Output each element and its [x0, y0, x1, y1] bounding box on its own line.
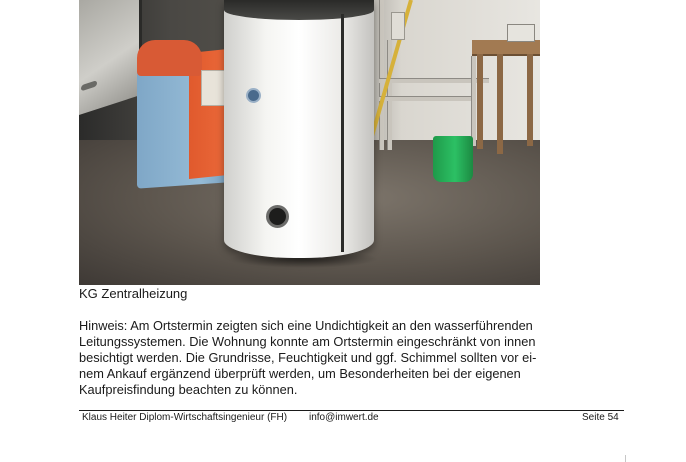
photo-pipe — [471, 56, 476, 146]
photo-tank-cap — [224, 0, 374, 20]
photo-pipe — [379, 96, 474, 101]
photo-boiler-top — [137, 40, 202, 76]
footer-email: info@imwert.de — [309, 412, 379, 423]
photo-green-bucket — [433, 136, 473, 182]
photo-wall-sockets — [391, 12, 405, 40]
photo-workbench-leg — [527, 54, 533, 146]
photo-tank-port — [266, 205, 289, 228]
photo-caption: KG Zentralheizung — [79, 286, 188, 301]
paragraph-line: Kaufpreisfindung beachten zu können. — [79, 382, 298, 397]
photo-workbench-leg — [497, 54, 503, 154]
footer-page-number: Seite 54 — [582, 412, 619, 423]
photo-hot-water-tank — [224, 0, 374, 258]
photo-pipe — [379, 0, 384, 150]
paragraph-line: Hinweis: Am Ortstermin zeigten sich eine Undichtigkeit an den wasserführenden — [79, 318, 533, 333]
photo-box-on-bench — [507, 24, 535, 42]
paragraph-line: Leitungssystemen. Die Wohnung konnte am Ortstermin eingeschränkt von innen — [79, 334, 536, 349]
photo-workbench-leg — [477, 54, 483, 149]
scan-corner-mark — [625, 455, 626, 462]
photo-door-handle — [81, 80, 97, 91]
heating-room-photo — [79, 0, 540, 285]
photo-tank-gauge — [246, 88, 261, 103]
photo-tank-seam — [341, 14, 344, 252]
paragraph-line: nem Ankauf ergänzend überprüft werden, um Besonderheiten bei der eigenen — [79, 366, 521, 381]
notice-paragraph — [79, 318, 579, 398]
photo-workbench — [472, 40, 540, 54]
paragraph-line: besichtigt werden. Die Grundrisse, Feuchtigkeit und ggf. Schimmel sollten vor ei- — [79, 350, 537, 365]
footer-divider — [79, 410, 624, 411]
footer-author: Klaus Heiter Diplom-Wirtschaftsingenieur (FH) — [82, 412, 288, 423]
photo-pipe — [387, 40, 392, 150]
